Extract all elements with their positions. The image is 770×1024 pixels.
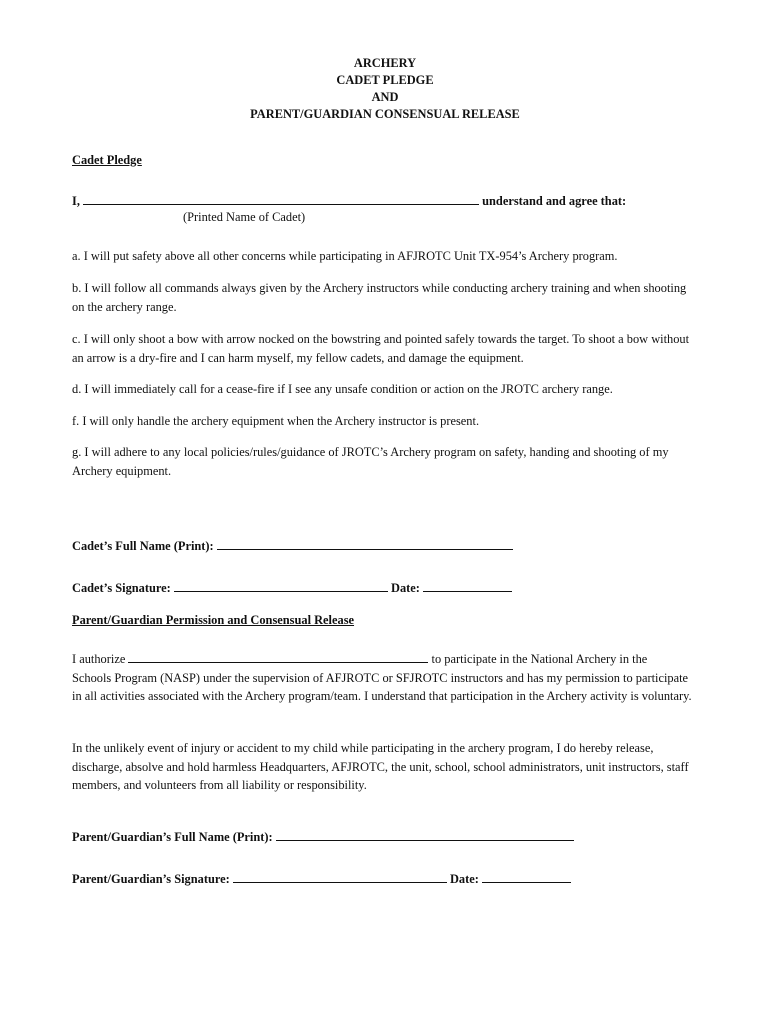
cadet-full-name-label: Cadet’s Full Name (Print):	[72, 539, 214, 553]
parent-signature-label: Parent/Guardian’s Signature:	[72, 872, 230, 886]
authorize-first-line	[72, 650, 697, 669]
parent-signature-field[interactable]	[233, 870, 447, 883]
title-line-release: PARENT/GUARDIAN CONSENSUAL RELEASE	[250, 107, 520, 121]
printed-name-caption: (Printed Name of Cadet)	[183, 210, 306, 224]
pledge-item-c: c. I will only shoot a bow with arrow nocked on the bowstring and pointed safely towards the target. To shoot a bow without an arrow is a dry-fire and I can harm myself, my fellow cadets, and damage the equipment.	[72, 332, 690, 365]
liability-paragraph: In the unlikely event of injury or accident to my child while participating in the archery program, I do hereby release, discharge, absolve and hold harmless Headquarters, AFJROTC, the unit, school, school administrators, unit instructors, staff members, and volunteers from all liability or responsibility.	[72, 741, 689, 792]
parent-release-heading: Parent/Guardian Permission and Consensual Release	[72, 613, 355, 627]
cadet-full-name-field[interactable]	[217, 537, 513, 550]
authorize-paragraph	[72, 650, 697, 706]
cadet-full-name-row	[72, 537, 513, 554]
title-line-cadet-pledge: CADET PLEDGE	[336, 73, 434, 87]
parent-full-name-label: Parent/Guardian’s Full Name (Print):	[72, 830, 273, 844]
pledge-item-d: d. I will immediately call for a cease-fire if I see any unsafe condition or action on the JROTC archery range.	[72, 382, 613, 396]
title-line-and: AND	[371, 90, 399, 104]
cadet-signature-field[interactable]	[174, 579, 388, 592]
cadet-name-line	[72, 192, 626, 209]
cadet-signature-row	[72, 579, 512, 596]
cadet-signature-label: Cadet’s Signature:	[72, 581, 171, 595]
parent-date-field[interactable]	[482, 870, 571, 883]
authorize-rest-line1: to participate in the National Archery in the	[431, 652, 648, 666]
pledge-item-a: a. I will put safety above all other concerns while participating in AFJROTC Unit TX-954’s Archery program.	[72, 249, 618, 263]
title-line-archery: ARCHERY	[353, 56, 417, 70]
pledge-item-b: b. I will follow all commands always given by the Archery instructors while conducting archery training and when shooting on the archery range.	[72, 281, 687, 314]
pledge-item-g: g. I will adhere to any local policies/rules/guidance of JROTC’s Archery program on safety, handing and shooting of my Archery equipment.	[72, 445, 669, 478]
cadet-pledge-heading: Cadet Pledge	[72, 153, 142, 167]
parent-full-name-row	[72, 828, 574, 845]
cadet-date-field[interactable]	[423, 579, 512, 592]
parent-signature-row	[72, 870, 571, 887]
pledge-item-f: f. I will only handle the archery equipment when the Archery instructor is present.	[72, 414, 480, 428]
parent-full-name-field[interactable]	[276, 828, 574, 841]
understand-text: understand and agree that:	[482, 194, 627, 208]
document-title	[0, 55, 770, 123]
cadet-date-label: Date:	[391, 581, 420, 595]
authorize-prefix: I authorize	[72, 652, 126, 666]
parent-date-label: Date:	[449, 872, 479, 886]
authorized-cadet-name-field[interactable]	[128, 650, 428, 663]
authorize-rest: Schools Program (NASP) under the supervision of AFJROTC or SFJROTC instructors and has my permission to participate in all activities associated with the Archery program/team. I understand that participation in the Archery activity is voluntary.	[72, 670, 692, 703]
i-prefix: I,	[72, 194, 80, 208]
cadet-printed-name-field[interactable]	[83, 192, 479, 205]
